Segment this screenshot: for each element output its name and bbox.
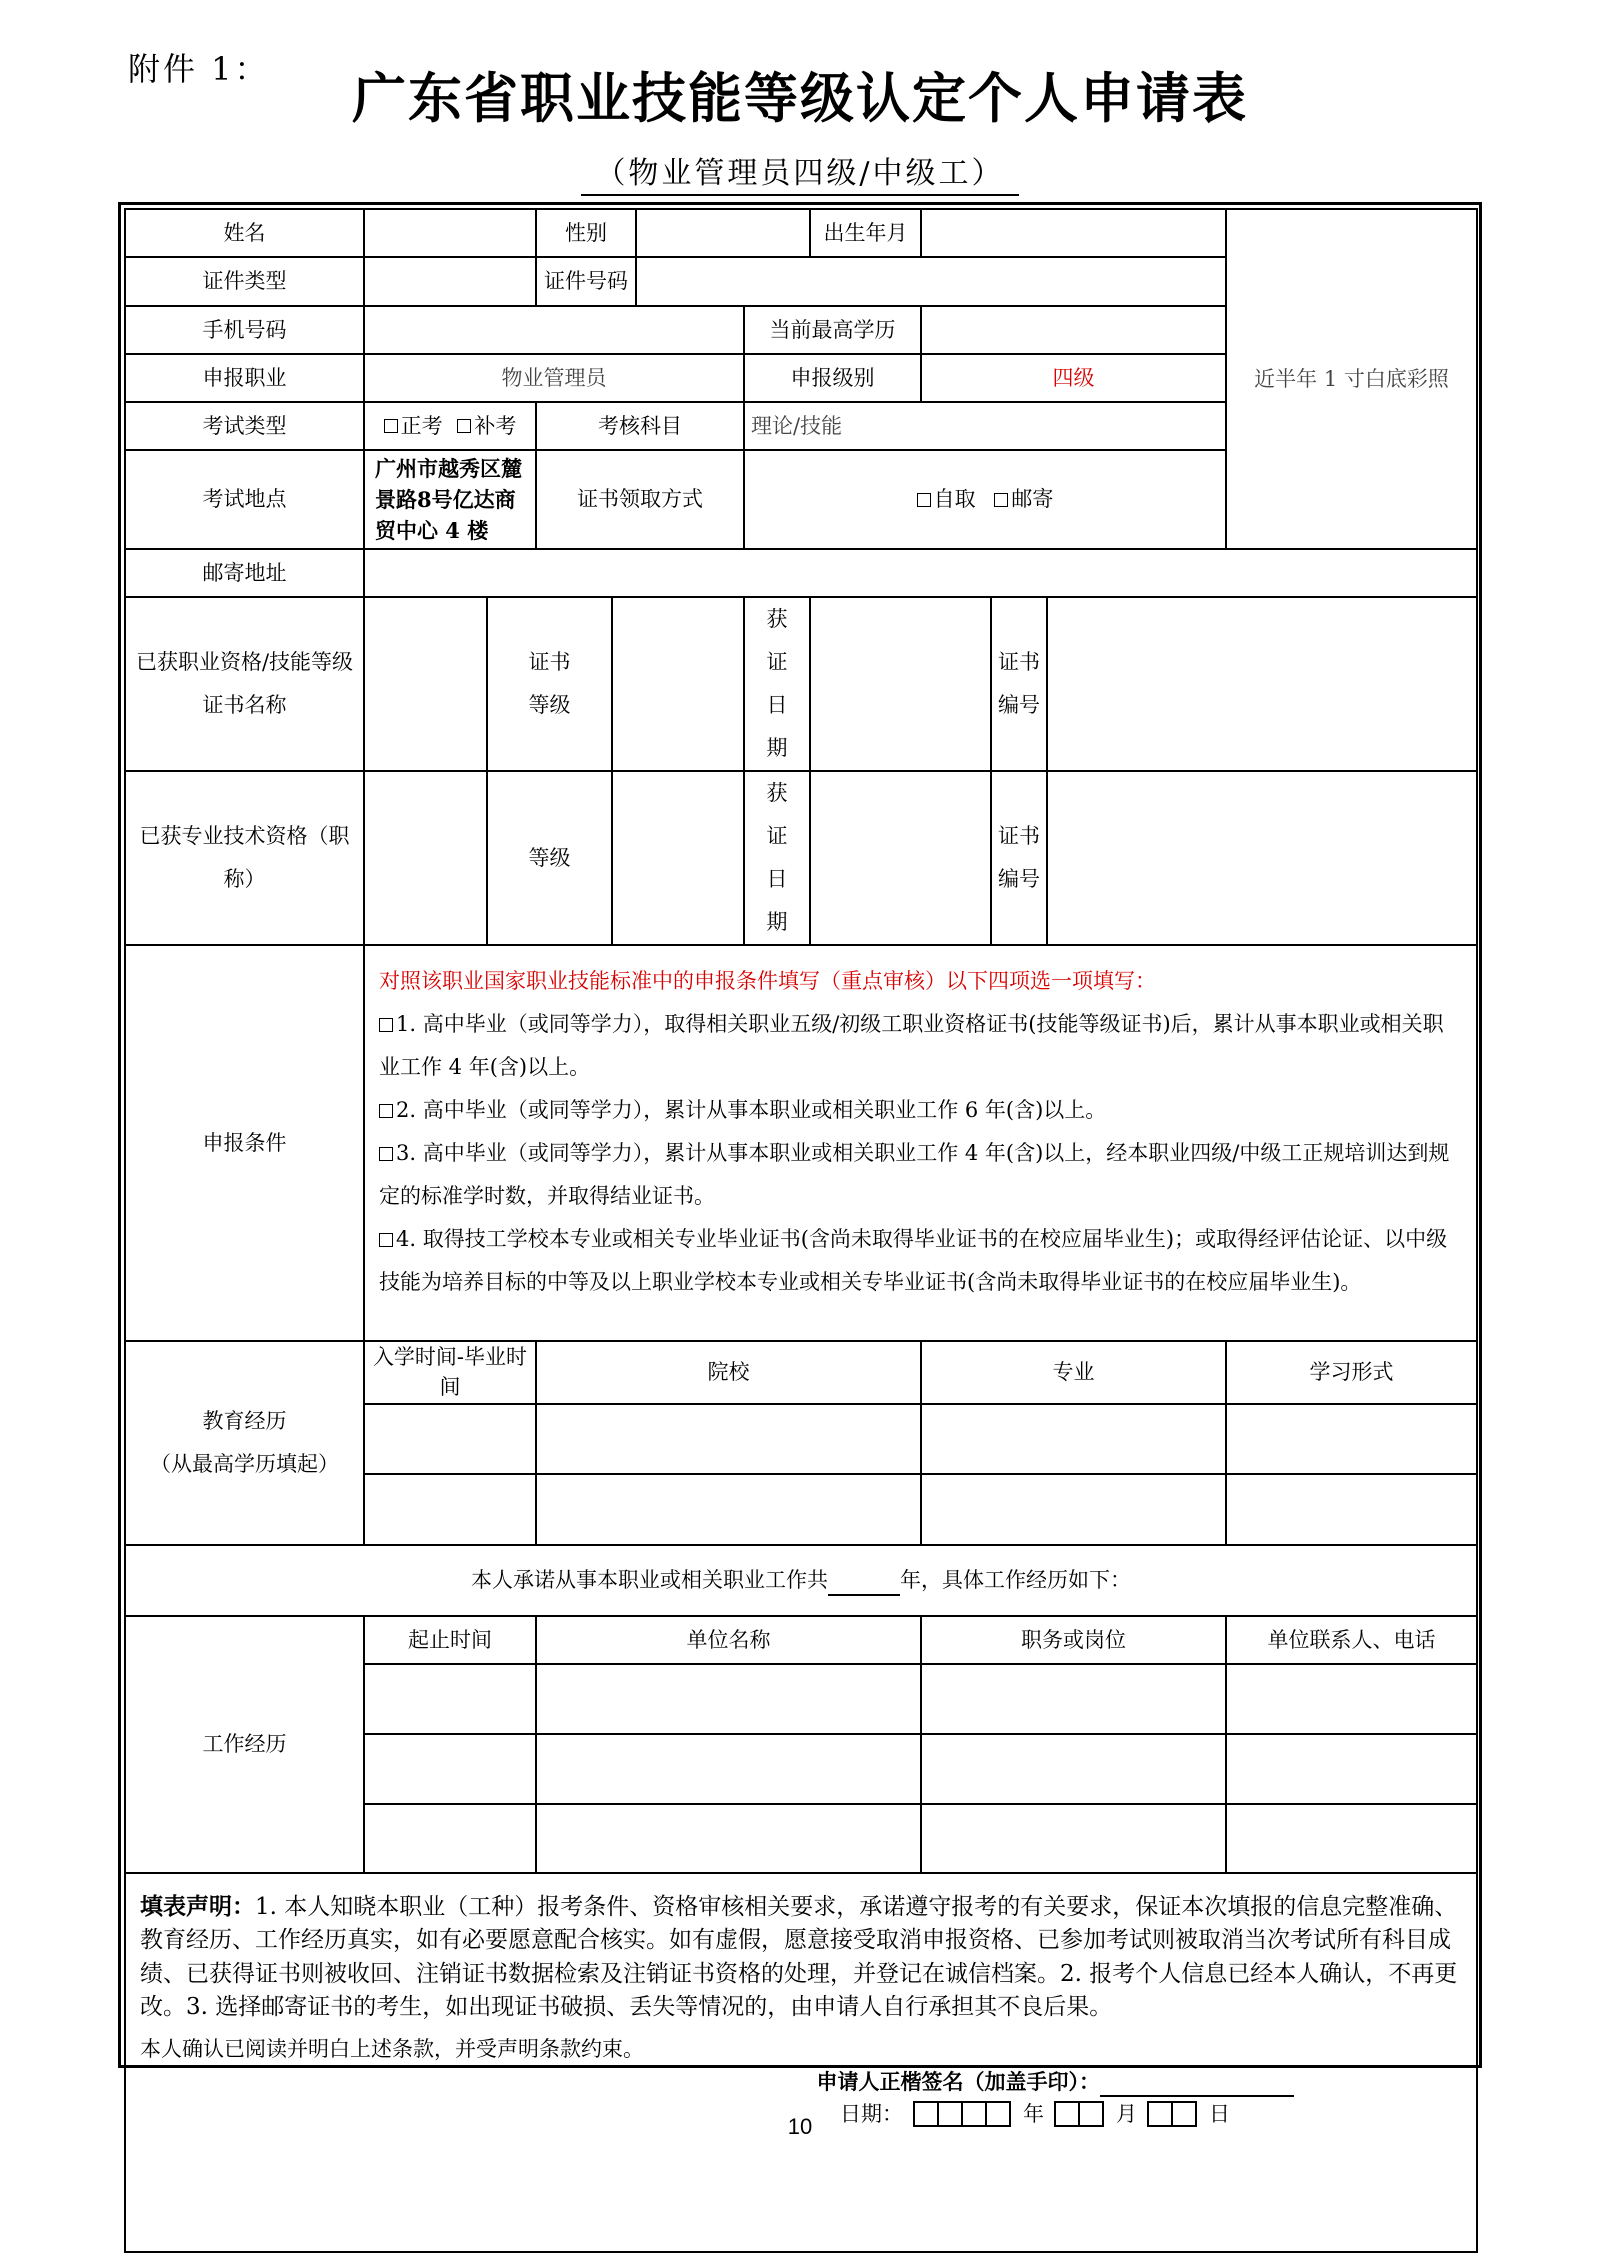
edu-header-period: 入学时间-毕业时间	[364, 1341, 536, 1404]
row-work-header	[125, 1616, 1477, 1664]
confirmation-text: 本人确认已阅读并明白上述条款，并受声明条款约束。	[140, 2037, 644, 2062]
edu-header-mode: 学习形式	[1226, 1341, 1477, 1404]
work-position-input[interactable]	[921, 1734, 1226, 1804]
signature-row	[140, 2067, 1462, 2097]
issue-date-label: 获证日期	[744, 597, 810, 771]
cert-grade-input[interactable]	[612, 597, 744, 771]
education-label: 当前最高学历	[744, 306, 921, 354]
occupation-label: 申报职业	[125, 354, 364, 402]
date-label: 日期：	[840, 2102, 904, 2127]
condition-item-1	[379, 1003, 1464, 1089]
exam-location-value: 广州市越秀区麓景路8号亿达商贸中心 4 楼	[364, 450, 536, 549]
exam-type-label: 考试类型	[125, 402, 364, 450]
declaration-text: 1. 本人知晓本职业（工种）报考条件、资格审核相关要求，承诺遵守报考的有关要求，保证本次填报的信息完整准确、教育经历、工作经历真实，如有必要愿意配合核实。如有虚假，愿意接受取消申报资格、已参加考试则被取消当次考试所有科目成绩、已获得证书则被收回、注销证书数据检索及注销证书资格的处理，并登记在诚信档案。2. 报考个人信息已经本人确认，不再更改。3. 选择邮寄证书的考生，如出现证书破损、丢失等情况的，由申请人自行承担其不良后果。	[140, 1893, 1458, 2020]
work-position-input[interactable]	[921, 1664, 1226, 1734]
cert-mail-checkbox[interactable]	[994, 493, 1008, 507]
work-contact-input[interactable]	[1226, 1804, 1477, 1873]
mail-address-label: 邮寄地址	[125, 549, 364, 597]
condition-3-checkbox[interactable]	[379, 1147, 393, 1161]
work-period-input[interactable]	[364, 1804, 536, 1873]
work-header-contact: 单位联系人、电话	[1226, 1616, 1477, 1664]
work-contact-input[interactable]	[1226, 1734, 1477, 1804]
condition-item-2	[379, 1089, 1464, 1132]
row-declaration	[125, 1873, 1477, 2252]
cert-self-checkbox[interactable]	[917, 493, 931, 507]
work-employer-input[interactable]	[536, 1804, 921, 1873]
education-history-label	[125, 1341, 364, 1545]
edu-mode-input[interactable]	[1226, 1404, 1477, 1474]
prof-issue-date-label: 获证日期	[744, 771, 810, 945]
work-contact-input[interactable]	[1226, 1664, 1477, 1734]
condition-1-checkbox[interactable]	[379, 1018, 393, 1032]
form-title: 广东省职业技能等级认定个人申请表	[352, 67, 1248, 130]
row-name	[125, 209, 1477, 257]
signature-input[interactable]	[1100, 2069, 1294, 2097]
condition-4-text: 4. 取得技工学校本专业或相关专业毕业证书(含尚未取得毕业证书的在校应届毕业生)；或取得经评估论证、以中级技能为培养目标的中等及以上职业学校本专业或相关专毕业证书(含尚未取得毕业证书的在校应届毕业生)。	[379, 1227, 1448, 1294]
prof-title-input[interactable]	[364, 771, 487, 945]
edu-mode-input[interactable]	[1226, 1474, 1477, 1545]
gender-input[interactable]	[636, 209, 810, 257]
cert-number-input[interactable]	[1047, 597, 1477, 771]
declaration-block	[125, 1873, 1477, 2252]
conditions-intro: 对照该职业国家职业技能标准中的申报条件填写（重点审核）以下四项选一项填写：	[379, 969, 1156, 993]
subjects-value: 理论/技能	[744, 402, 1226, 450]
prior-cert-input[interactable]	[364, 597, 487, 771]
cert-self-label: 自取	[933, 487, 976, 512]
condition-4-checkbox[interactable]	[379, 1233, 393, 1247]
prof-issue-date-input[interactable]	[810, 771, 991, 945]
application-form	[124, 208, 1478, 2253]
name-label: 姓名	[125, 209, 364, 257]
pledge-after: 年，具体工作经历如下：	[900, 1568, 1132, 1593]
work-header-period: 起止时间	[364, 1616, 536, 1664]
condition-2-text: 2. 高中毕业（或同等学力），累计从事本职业或相关职业工作 6 年(含)以上。	[396, 1098, 1107, 1122]
cert-collection-label: 证书领取方式	[536, 450, 744, 549]
cert-number-label: 证书编号	[991, 597, 1047, 771]
edu-school-input[interactable]	[536, 1404, 921, 1474]
exam-type-regular-label: 正考	[400, 413, 443, 438]
education-input[interactable]	[921, 306, 1226, 354]
work-position-input[interactable]	[921, 1804, 1226, 1873]
prof-title-label: 已获专业技术资格（职称）	[125, 771, 364, 945]
work-employer-input[interactable]	[536, 1664, 921, 1734]
row-pledge	[125, 1545, 1477, 1616]
attachment-label: 附件 1：	[128, 50, 270, 88]
cert-collection-options	[744, 450, 1226, 549]
occupation-value: 物业管理员	[364, 354, 744, 402]
edu-major-input[interactable]	[921, 1404, 1226, 1474]
day-label: 日	[1209, 2102, 1231, 2127]
edu-header-school: 院校	[536, 1341, 921, 1404]
prof-cert-number-input[interactable]	[1047, 771, 1477, 945]
conditions-label: 申报条件	[125, 945, 364, 1341]
row-mail-address	[125, 549, 1477, 597]
birth-label: 出生年月	[810, 209, 921, 257]
declaration-heading: 填表声明：	[140, 1892, 255, 1920]
birth-input[interactable]	[921, 209, 1226, 257]
id-type-label: 证件类型	[125, 257, 364, 306]
page-number: 10	[787, 2114, 813, 2139]
form-subtitle	[0, 148, 1600, 196]
edu-major-input[interactable]	[921, 1474, 1226, 1545]
year-label: 年	[1023, 2102, 1045, 2127]
month-label: 月	[1116, 2102, 1138, 2127]
exam-type-options	[364, 402, 536, 450]
exam-location-label: 考试地点	[125, 450, 364, 549]
phone-input[interactable]	[364, 306, 744, 354]
edu-header-major: 专业	[921, 1341, 1226, 1404]
row-conditions	[125, 945, 1477, 1341]
pledge-before: 本人承诺从事本职业或相关职业工作共	[471, 1568, 829, 1593]
id-number-label: 证件号码	[536, 257, 636, 306]
pledge-line	[125, 1545, 1477, 1616]
exam-type-regular-checkbox[interactable]	[384, 419, 398, 433]
work-period-input[interactable]	[364, 1664, 536, 1734]
pledge-years-input[interactable]	[828, 1572, 900, 1596]
condition-1-text: 1. 高中毕业（或同等学力），取得相关职业五级/初级工职业资格证书(技能等级证书)后，累计从事本职业或相关职业工作 4 年(含)以上。	[379, 1012, 1444, 1079]
prof-cert-number-label: 证书编号	[991, 771, 1047, 945]
id-type-input[interactable]	[364, 257, 536, 306]
cert-grade-label: 证书等级	[487, 597, 612, 771]
education-history-title: 教育经历	[202, 1408, 287, 1433]
grade-label: 等级	[487, 771, 612, 945]
work-header-position: 职务或岗位	[921, 1616, 1226, 1664]
mail-address-input[interactable]	[364, 549, 1477, 597]
condition-item-4	[379, 1218, 1464, 1304]
subjects-label: 考核科目	[536, 402, 744, 450]
cert-mail-label: 邮寄	[1011, 487, 1054, 512]
work-history-label: 工作经历	[125, 1616, 364, 1873]
phone-label: 手机号码	[125, 306, 364, 354]
level-label: 申报级别	[744, 354, 921, 402]
declaration-paragraph	[140, 1890, 1462, 2024]
edu-period-input[interactable]	[364, 1404, 536, 1474]
edu-school-input[interactable]	[536, 1474, 921, 1545]
prior-cert-label: 已获职业资格/技能等级证书名称	[125, 597, 364, 771]
exam-type-makeup-checkbox[interactable]	[457, 419, 471, 433]
exam-type-makeup-label: 补考	[474, 413, 517, 438]
grade-input[interactable]	[612, 771, 744, 945]
work-period-input[interactable]	[364, 1734, 536, 1804]
condition-item-3	[379, 1132, 1464, 1218]
id-number-input[interactable]	[636, 257, 1226, 306]
signature-label: 申请人正楷签名（加盖手印）：	[816, 2068, 1101, 2094]
photo-placeholder[interactable]: 近半年 1 寸白底彩照	[1226, 209, 1477, 549]
conditions-block	[364, 945, 1477, 1341]
subtitle-text: （物业管理员四级/中级工）	[581, 148, 1018, 196]
condition-3-text: 3. 高中毕业（或同等学力），累计从事本职业或相关职业工作 4 年(含)以上，经本职业四级/中级工正规培训达到规定的标准学时数，并取得结业证书。	[379, 1141, 1450, 1208]
work-header-employer: 单位名称	[536, 1616, 921, 1664]
row-prior-cert	[125, 597, 1477, 771]
edu-period-input[interactable]	[364, 1474, 536, 1545]
row-edu-header	[125, 1341, 1477, 1404]
name-input[interactable]	[364, 209, 536, 257]
gender-label: 性别	[536, 209, 636, 257]
level-value: 四级	[921, 354, 1226, 402]
condition-2-checkbox[interactable]	[379, 1104, 393, 1118]
row-prof-title	[125, 771, 1477, 945]
issue-date-input[interactable]	[810, 597, 991, 771]
work-employer-input[interactable]	[536, 1734, 921, 1804]
education-history-note: （从最高学历填起）	[150, 1451, 339, 1476]
